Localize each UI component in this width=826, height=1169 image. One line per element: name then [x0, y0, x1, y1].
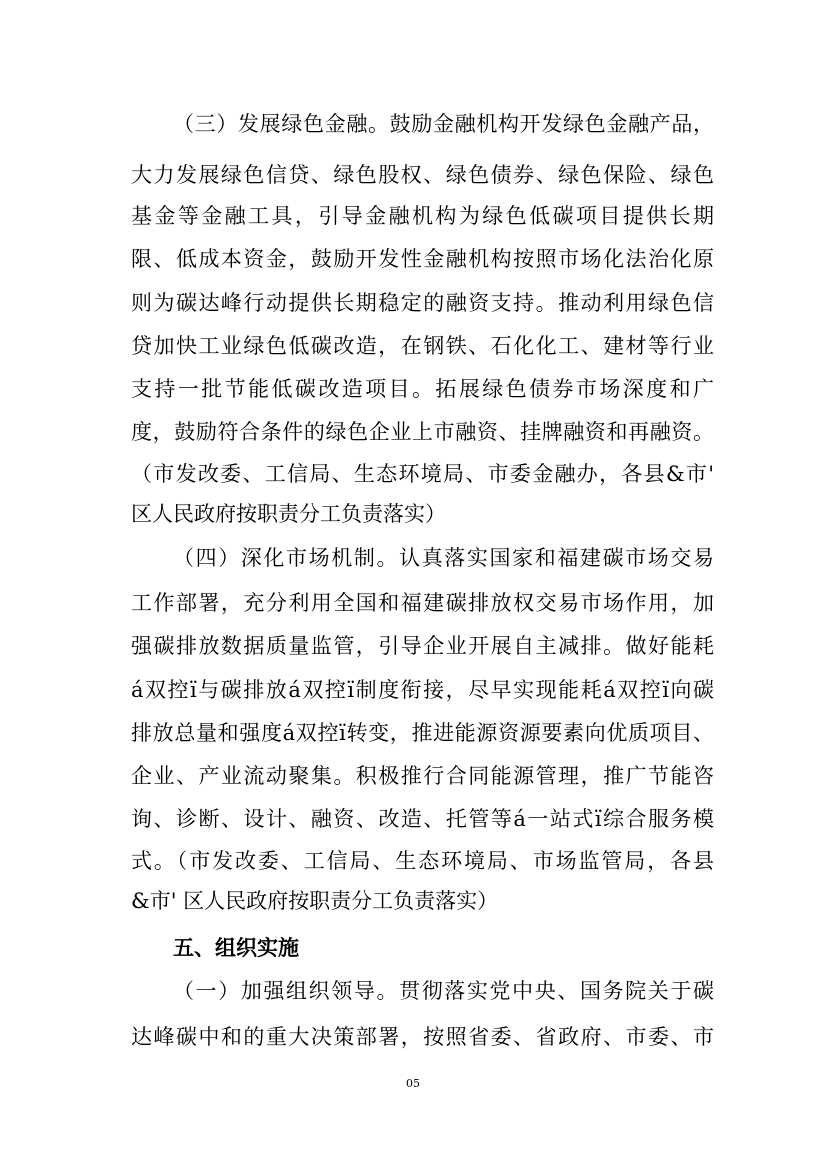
section-heading	[0, 930, 826, 966]
paragraph-line	[0, 585, 826, 621]
paragraph-line	[0, 157, 826, 193]
paragraph-line	[0, 371, 826, 407]
paragraph-line	[0, 843, 826, 879]
paragraph-line	[0, 414, 826, 450]
text-line: 支持一批节能低碳改造项目。拓展绿色债券市场深度和广	[131, 377, 714, 401]
text-line: 贷加快工业绿色低碳改造，在钢铁、石化化工、建材等行业	[131, 334, 714, 358]
text-line: （三）发展绿色金融。鼓励金融机构开发绿色金融产品，	[173, 112, 714, 136]
paragraph-line	[0, 540, 826, 576]
text-line: 企业、产业流动聚集。积极推行合同能源管理，推广节能咨	[131, 764, 714, 788]
paragraph-line	[0, 241, 826, 277]
text-line: 式。（市发改委、工信局、生态环境局、市场监管局，各县	[131, 849, 714, 873]
section-heading-text: 五、组织实施	[173, 936, 299, 960]
paragraph-line	[0, 285, 826, 321]
paragraph-line	[0, 456, 826, 492]
text-line: （市发改委、工信局、生态环境局、市委金融办，各县&市'	[131, 462, 714, 486]
text-line: 工作部署，充分利用全国和福建碳排放权交易市场作用，加	[131, 591, 714, 615]
paragraph-line	[0, 758, 826, 794]
paragraph-line	[0, 715, 826, 751]
paragraph-line	[0, 328, 826, 364]
text-line: 度，鼓励符合条件的绿色企业上市融资、挂牌融资和再融资。	[131, 420, 714, 444]
text-line: 询、诊断、设计、融资、改造、托管等á一站式ï综合服务模	[131, 807, 714, 831]
paragraph-line	[0, 883, 826, 919]
paragraph-line	[0, 973, 826, 1009]
text-line: （一）加强组织领导。贯彻落实党中央、国务院关于碳	[173, 979, 714, 1003]
paragraph-line	[0, 496, 826, 532]
paragraph-line	[0, 1019, 826, 1055]
text-line: 排放总量和强度á双控ï转变，推进能源资源要素向优质项目、	[131, 721, 714, 745]
text-line: 区人民政府按职责分工负责落实）	[131, 502, 446, 526]
text-line: 达峰碳中和的重大决策部署，按照省委、省政府、市委、市	[131, 1025, 714, 1049]
text-line: 限、低成本资金，鼓励开发性金融机构按照市场化法治化原	[131, 247, 714, 271]
paragraph-line	[0, 628, 826, 664]
text-line: 强碳排放数据质量监管，引导企业开展自主减排。做好能耗	[131, 634, 714, 658]
text-line: 基金等金融工具，引导金融机构为绿色低碳项目提供长期	[131, 204, 714, 228]
text-line: 则为碳达峰行动提供长期稳定的融资支持。推动利用绿色信	[131, 291, 714, 315]
paragraph-line	[0, 106, 826, 142]
text-line: á双控ï与碳排放á双控ï制度衔接，尽早实现能耗á双控ï向碳	[131, 678, 714, 702]
paragraph-line	[0, 801, 826, 837]
page-number: 05	[406, 1077, 420, 1090]
text-line: （四）深化市场机制。认真落实国家和福建碳市场交易	[173, 546, 714, 570]
paragraph-line	[0, 198, 826, 234]
text-line: 大力发展绿色信贷、绿色股权、绿色债券、绿色保险、绿色	[131, 163, 714, 187]
text-line: &市' 区人民政府按职责分工负责落实）	[131, 889, 499, 913]
paragraph-line	[0, 672, 826, 708]
